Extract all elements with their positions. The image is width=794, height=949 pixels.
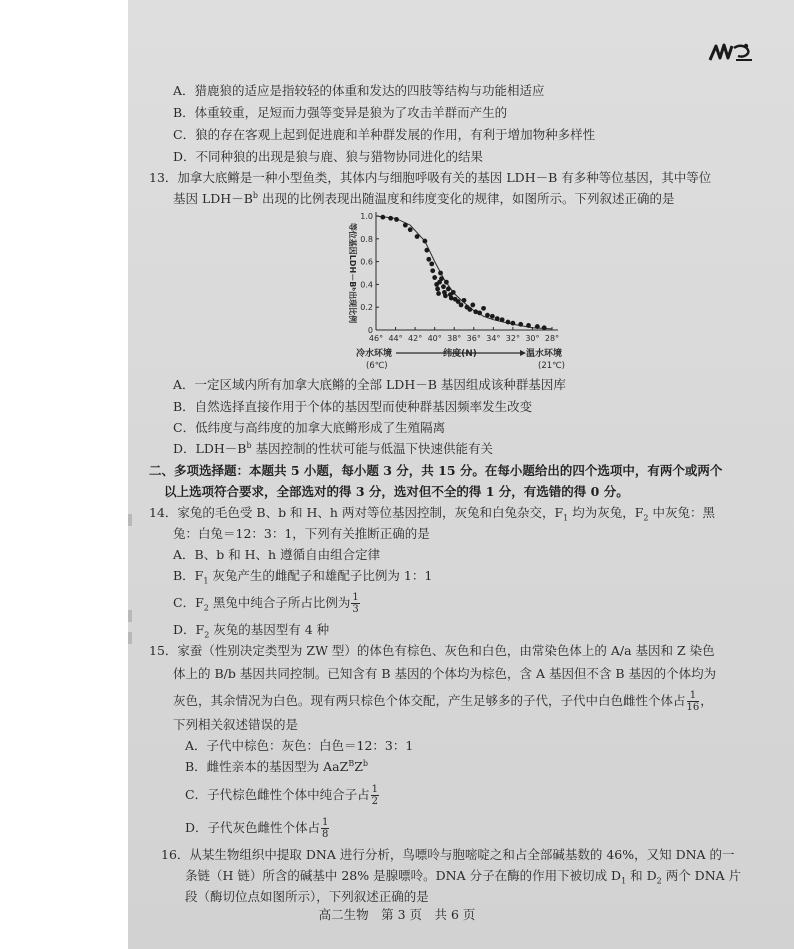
x-tick-label: 46° [368,334,384,343]
fraction: $\frac{1}{16}$ [686,690,700,713]
data-point [506,320,511,325]
warm-env-label: 温水环境 [526,349,563,359]
y-tick-label: 0.4 [360,280,373,290]
y-tick-label: 0.6 [360,257,373,267]
data-point [441,284,446,289]
data-point [490,314,495,319]
data-point [526,323,531,328]
data-point [408,227,413,232]
q15-option-b: B．雌性亲本的基因型为 $AaZ^BZ^b$ [185,758,369,774]
q15-option-a: A．子代中棕色：灰色：白色＝12：3：1 [185,738,414,753]
data-point [542,325,547,330]
section2-heading-line1: 二、多项选择题：本题共 5 小题，每小题 3 分，共 15 分。在每小题给出的四个选项中，有两个或两个 [149,463,723,478]
data-point [422,239,427,244]
data-point [432,275,437,280]
q13-option-c: C．低纬度与高纬度的加拿大底鳉形成了生殖隔离 [173,420,446,435]
q16-stem-line3: 段（酶切位点如图所示），下列叙述正确的是 [185,889,429,904]
data-point [435,287,440,292]
q15-stem-line3: 灰色，其余情况为白色。现有两只棕色个体交配，产生足够多的子代，子代中白色雌性个体占 $\frac{1}{16}$ ， [173,690,713,713]
trend-curve [376,216,552,329]
data-point [429,261,434,266]
q16-stem-line1: 16．从某生物组织中提取 DNA 进行分析，鸟嘌呤与胞嘧啶之和占全部碱基数的 46%，又知 DNA 的一 [161,847,735,862]
data-point [415,234,420,239]
edge-mark [128,514,132,526]
prev-option-a: A．猎鹿狼的适应是指较轻的体重和发达的四肢等结构与功能相适应 [173,83,545,98]
data-point [436,291,441,296]
data-point [495,316,500,321]
publisher-logo-icon [708,40,754,66]
data-point [439,276,444,281]
left-margin [0,0,128,949]
data-point [500,317,505,322]
x-tick-label: 42° [408,334,423,343]
q15-stem-line1: 15．家蚕（性别决定类型为 ZW 型）的体色有棕色、灰色和白色，由常染色体上的 A/a 基因和 Z 染色 [149,643,715,658]
plot-area [348,212,565,371]
q13-stem-line2: 基因 $LDH-B^b$ 出现的比例表现出随温度和纬度变化的规律，如图所示。下列叙述正确的是 [173,190,675,206]
data-point [470,303,475,308]
data-point [444,280,449,285]
y-axis-label: 等位基因LDH－Bᵇ出现比例 [348,222,357,324]
data-point [510,321,515,326]
q14-option-d: D．$F_2$ 灰兔的基因型有 4 种 [173,622,330,640]
data-point [481,306,486,311]
y-tick-label: 0 [367,326,373,335]
data-point [388,216,393,221]
q13-option-a: A．一定区域内所有加拿大底鳉的全部 LDH－B 基因组成该种群基因库 [173,377,566,392]
data-point [426,257,431,262]
data-point [462,298,467,303]
data-point [451,290,456,295]
data-point [424,248,429,253]
q15-stem-line4: 下列相关叙述错误的是 [173,717,299,732]
data-point [380,215,385,220]
q15-option-c: C．子代棕色雌性个体中纯合子占 $\frac{1}{2}$ [185,784,378,807]
data-point [467,307,472,312]
data-point [535,324,540,329]
fraction: $\frac{1}{3}$ [352,592,359,615]
edge-mark [128,632,132,644]
cold-env-temp: (6℃) [366,361,388,371]
x-tick-label: 30° [525,334,540,343]
data-point [430,268,435,273]
data-point [443,293,448,298]
q14-option-b: B．$F_1$ 灰兔产生的雌配子和雄配子比例为 1：1 [173,568,433,586]
x-tick-label: 40° [427,334,442,343]
x-tick-label: 44° [388,334,403,343]
data-point [394,217,399,222]
edge-mark [128,610,132,622]
prev-option-b: B．体重较重，足短而力强等变异是狼为了攻击羊群而产生的 [173,105,508,120]
q13-stem-line1: 13．加拿大底鳉是一种小型鱼类，其体内与细胞呼吸有关的基因 LDH－B 有多种等位基因，其中等位 [149,170,712,185]
x-tick-label: 34° [486,334,501,343]
q15-stem-line2: 体上的 B/b 基因共同控制。已知含有 B 基因的个体均为棕色，含 A 基因但不含 B 基因的个体均为 [173,666,717,681]
cold-env-label: 冷水环境 [356,349,393,359]
data-point [403,223,408,228]
data-point [459,303,464,308]
section2-heading-line2: 以上选项符合要求，全部选对的得 3 分，选对但不全的得 1 分，有选错的得 0 分。 [164,484,629,499]
y-tick-label: 0.2 [360,303,373,313]
data-point [518,322,523,327]
data-point [446,287,451,292]
x-axis-label: 纬度(N) [443,349,477,359]
q13-option-b: B．自然选择直接作用于个体的基因型而使种群基因频率发生改变 [173,399,533,414]
q14-stem-line1: 14．家兔的毛色受 B、b 和 H、h 两对等位基因控制，灰兔和白兔杂交，$F_1$ 均为灰兔，$F_2$ 中灰兔：黑 [149,505,715,523]
q16-stem-line2: 条链（H 链）所含的碱基中 28% 是腺嘌呤。DNA 分子在酶的作用下被切成 $D_1$ 和 $D_2$ 两个 DNA 片 [185,868,742,886]
y-tick-label: 1.0 [360,212,373,221]
fraction: $\frac{1}{8}$ [322,817,329,840]
x-tick-label: 32° [505,334,520,343]
latitude-scatter-chart [342,206,574,376]
q14-option-a: A．B、b 和 H、h 遵循自由组合定律 [173,547,381,562]
x-tick-label: 28° [544,334,560,343]
fraction: $\frac{1}{2}$ [371,784,378,807]
data-point [477,311,482,316]
prev-option-d: D．不同种狼的出现是狼与鹿、狼与猎物协同进化的结果 [173,149,484,164]
q13-option-d: D．$LDH-B^b$ 基因控制的性状可能与低温下快速供能有关 [173,440,494,456]
warm-env-temp: (21℃) [538,361,565,371]
x-tick-label: 38° [447,334,462,343]
q15-option-d: D．子代灰色雌性个体占 $\frac{1}{8}$ [185,817,329,840]
data-point [438,271,443,276]
y-tick-label: 0.8 [360,234,373,244]
data-point [485,313,490,318]
page-footer: 高二生物 第 3 页 共 6 页 [318,907,476,922]
x-tick-label: 36° [466,334,481,343]
prev-option-c: C．狼的存在客观上起到促进鹿和羊种群发展的作用，有利于增加物种多样性 [173,127,596,142]
q14-stem-line2: 兔：白兔＝12：3：1，下列有关推断正确的是 [173,526,430,541]
q14-option-c: C．$F_2$ 黑兔中纯合子所占比例为 $\frac{1}{3}$ [173,592,359,615]
